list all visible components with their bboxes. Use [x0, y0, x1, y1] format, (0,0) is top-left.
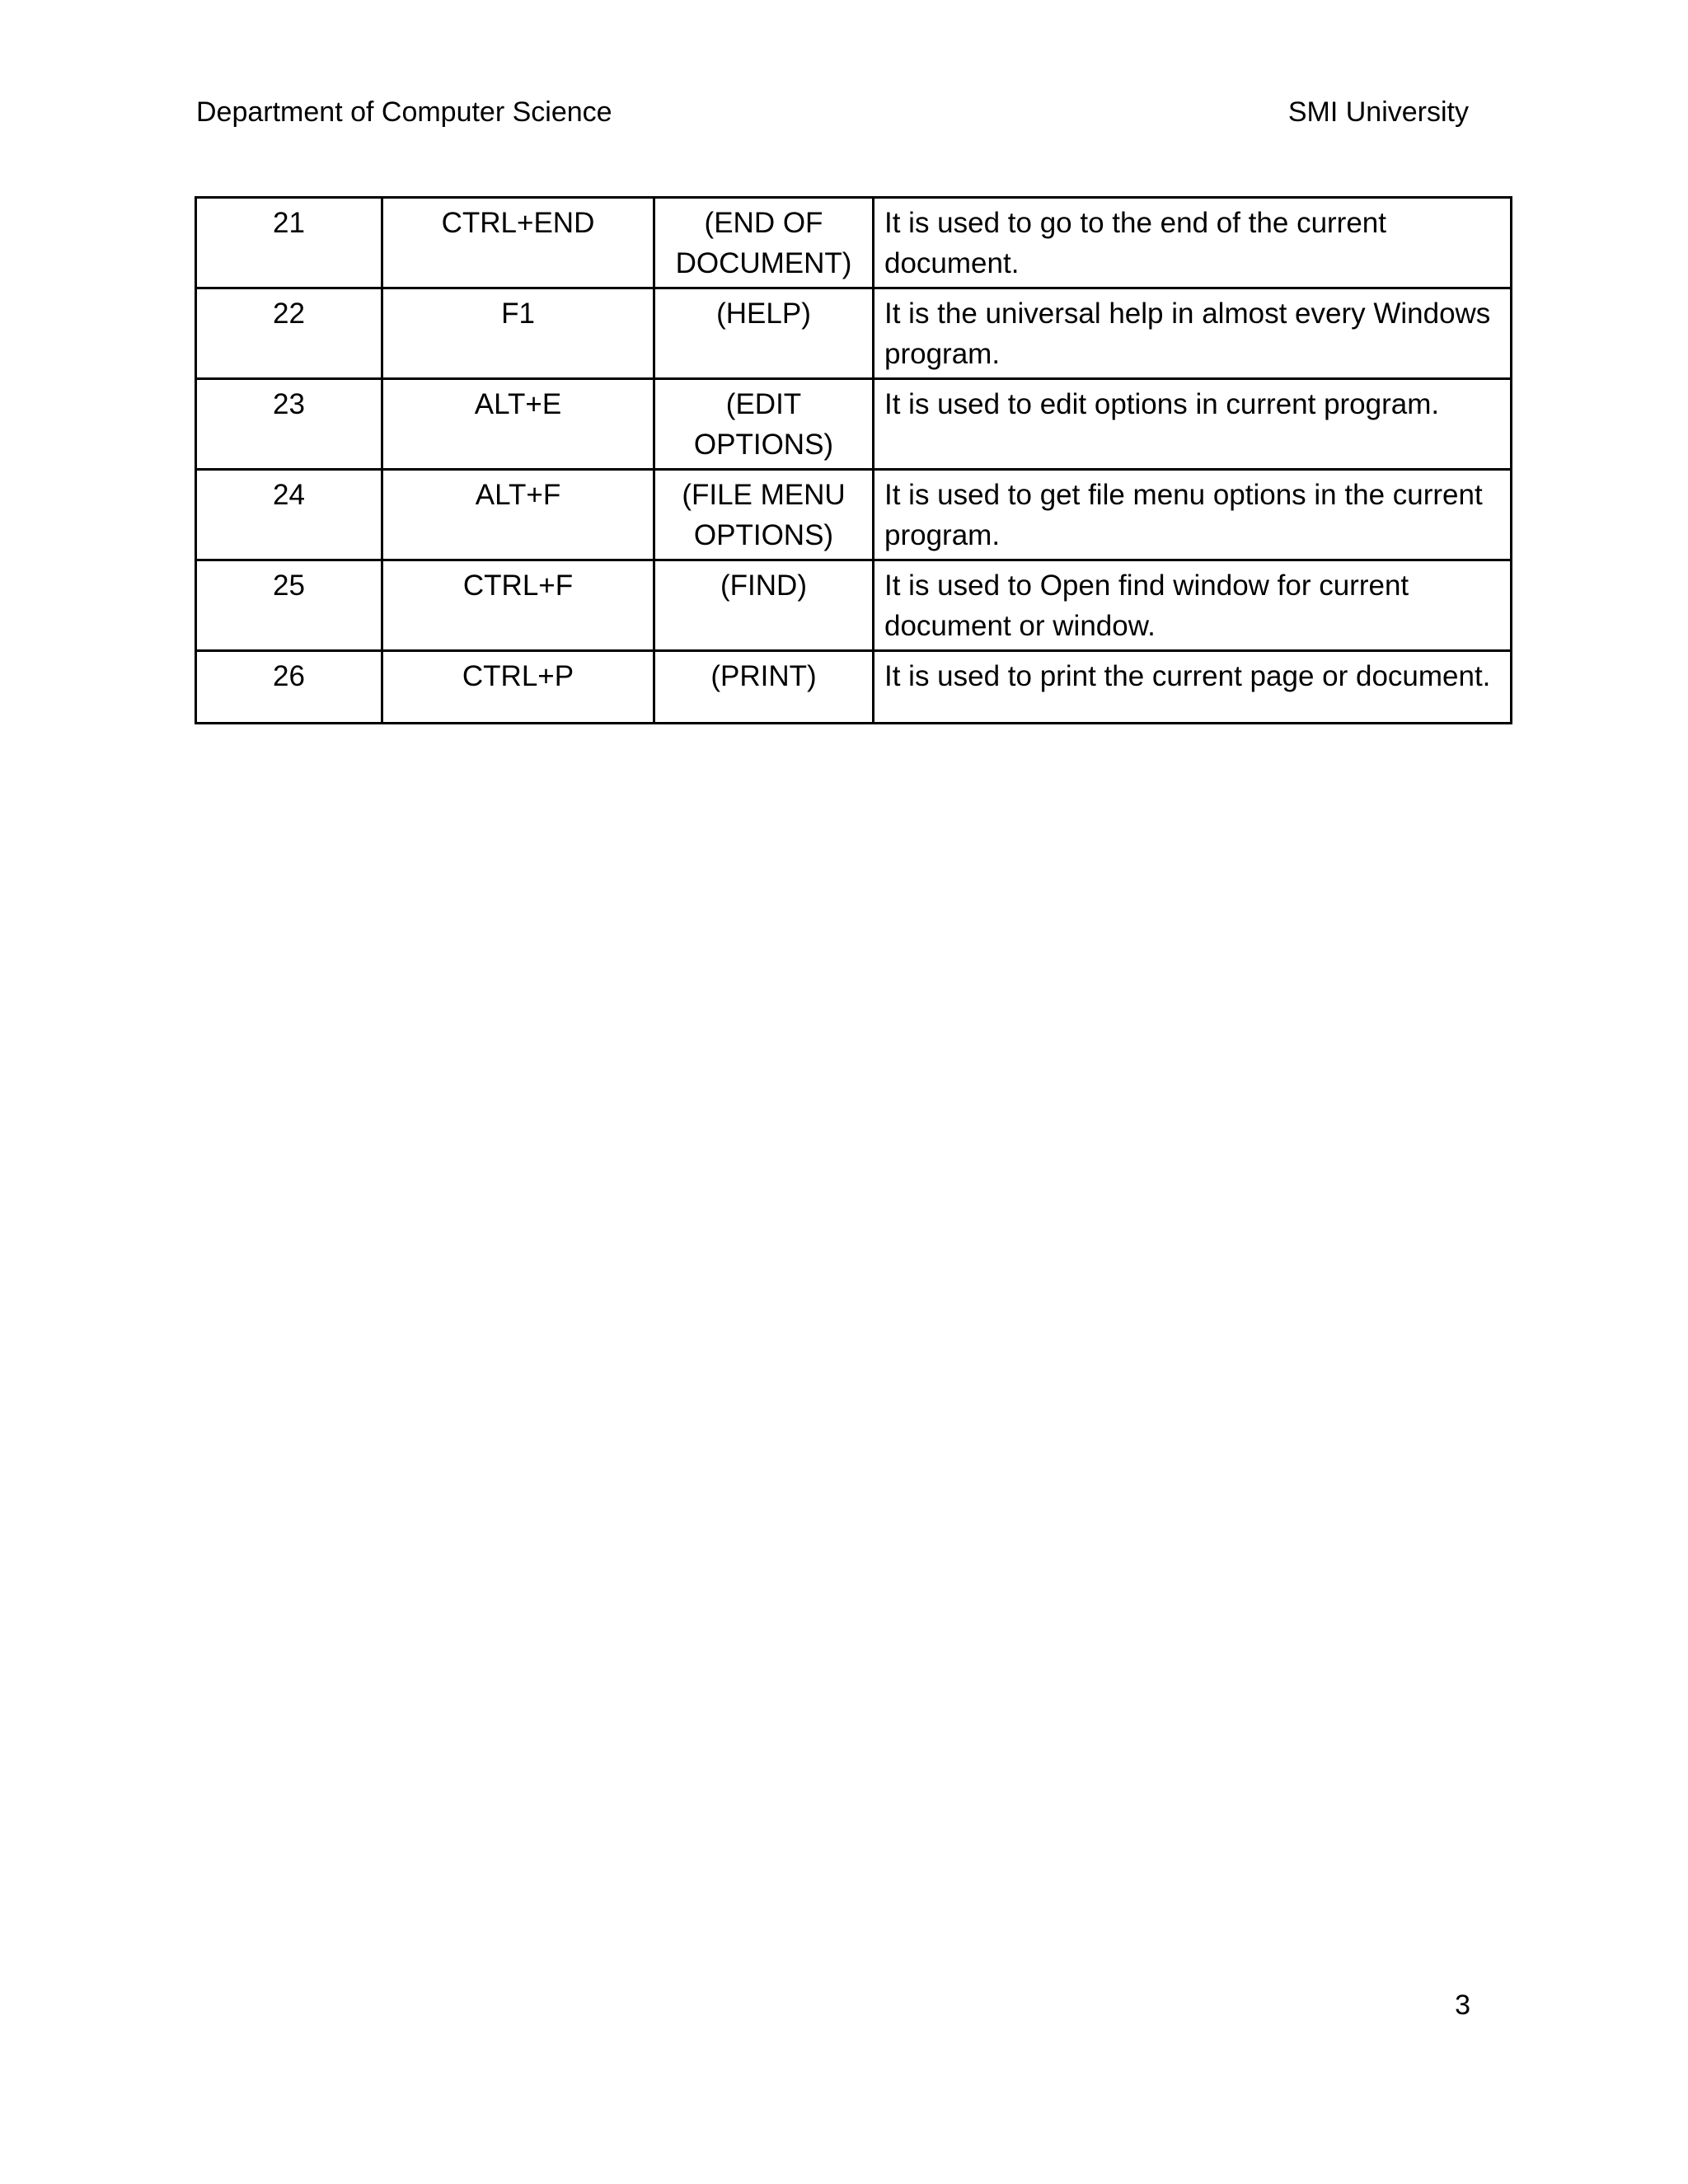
- table-row: [196, 651, 1512, 724]
- shortcut-action: (FILE MENU OPTIONS): [654, 470, 874, 560]
- shortcut-action: (END OF DOCUMENT): [654, 198, 874, 288]
- shortcut-action: (HELP): [654, 288, 874, 379]
- shortcut-table: [195, 196, 1512, 724]
- table-row: [196, 560, 1512, 651]
- shortcut-description: It is used to Open find window for current document or window.: [874, 560, 1512, 651]
- running-header-university: SMI University: [1287, 96, 1469, 128]
- row-number: 23: [196, 379, 382, 470]
- shortcut-keys: CTRL+P: [382, 651, 654, 724]
- shortcut-action: (PRINT): [654, 651, 874, 724]
- shortcut-action: (FIND): [654, 560, 874, 651]
- shortcut-keys: ALT+F: [382, 470, 654, 560]
- page-number: 3: [1455, 1990, 1470, 2021]
- shortcut-keys: CTRL+F: [382, 560, 654, 651]
- shortcut-description: It is used to edit options in current program.: [874, 379, 1512, 470]
- table-row: [196, 470, 1512, 560]
- row-number: 26: [196, 651, 382, 724]
- shortcut-description: It is used to go to the end of the current document.: [874, 198, 1512, 288]
- row-number: 24: [196, 470, 382, 560]
- shortcut-action: (EDIT OPTIONS): [654, 379, 874, 470]
- shortcut-description: It is used to get file menu options in the current program.: [874, 470, 1512, 560]
- table-row: [196, 379, 1512, 470]
- row-number: 22: [196, 288, 382, 379]
- running-header-department: Department of Computer Science: [196, 96, 612, 128]
- table-row: [196, 288, 1512, 379]
- row-number: 21: [196, 198, 382, 288]
- shortcut-description: It is the universal help in almost every Windows program.: [874, 288, 1512, 379]
- row-number: 25: [196, 560, 382, 651]
- shortcut-keys: CTRL+END: [382, 198, 654, 288]
- shortcut-keys: ALT+E: [382, 379, 654, 470]
- shortcut-keys: F1: [382, 288, 654, 379]
- shortcut-description: It is used to print the current page or document.: [874, 651, 1512, 724]
- table-row: [196, 198, 1512, 288]
